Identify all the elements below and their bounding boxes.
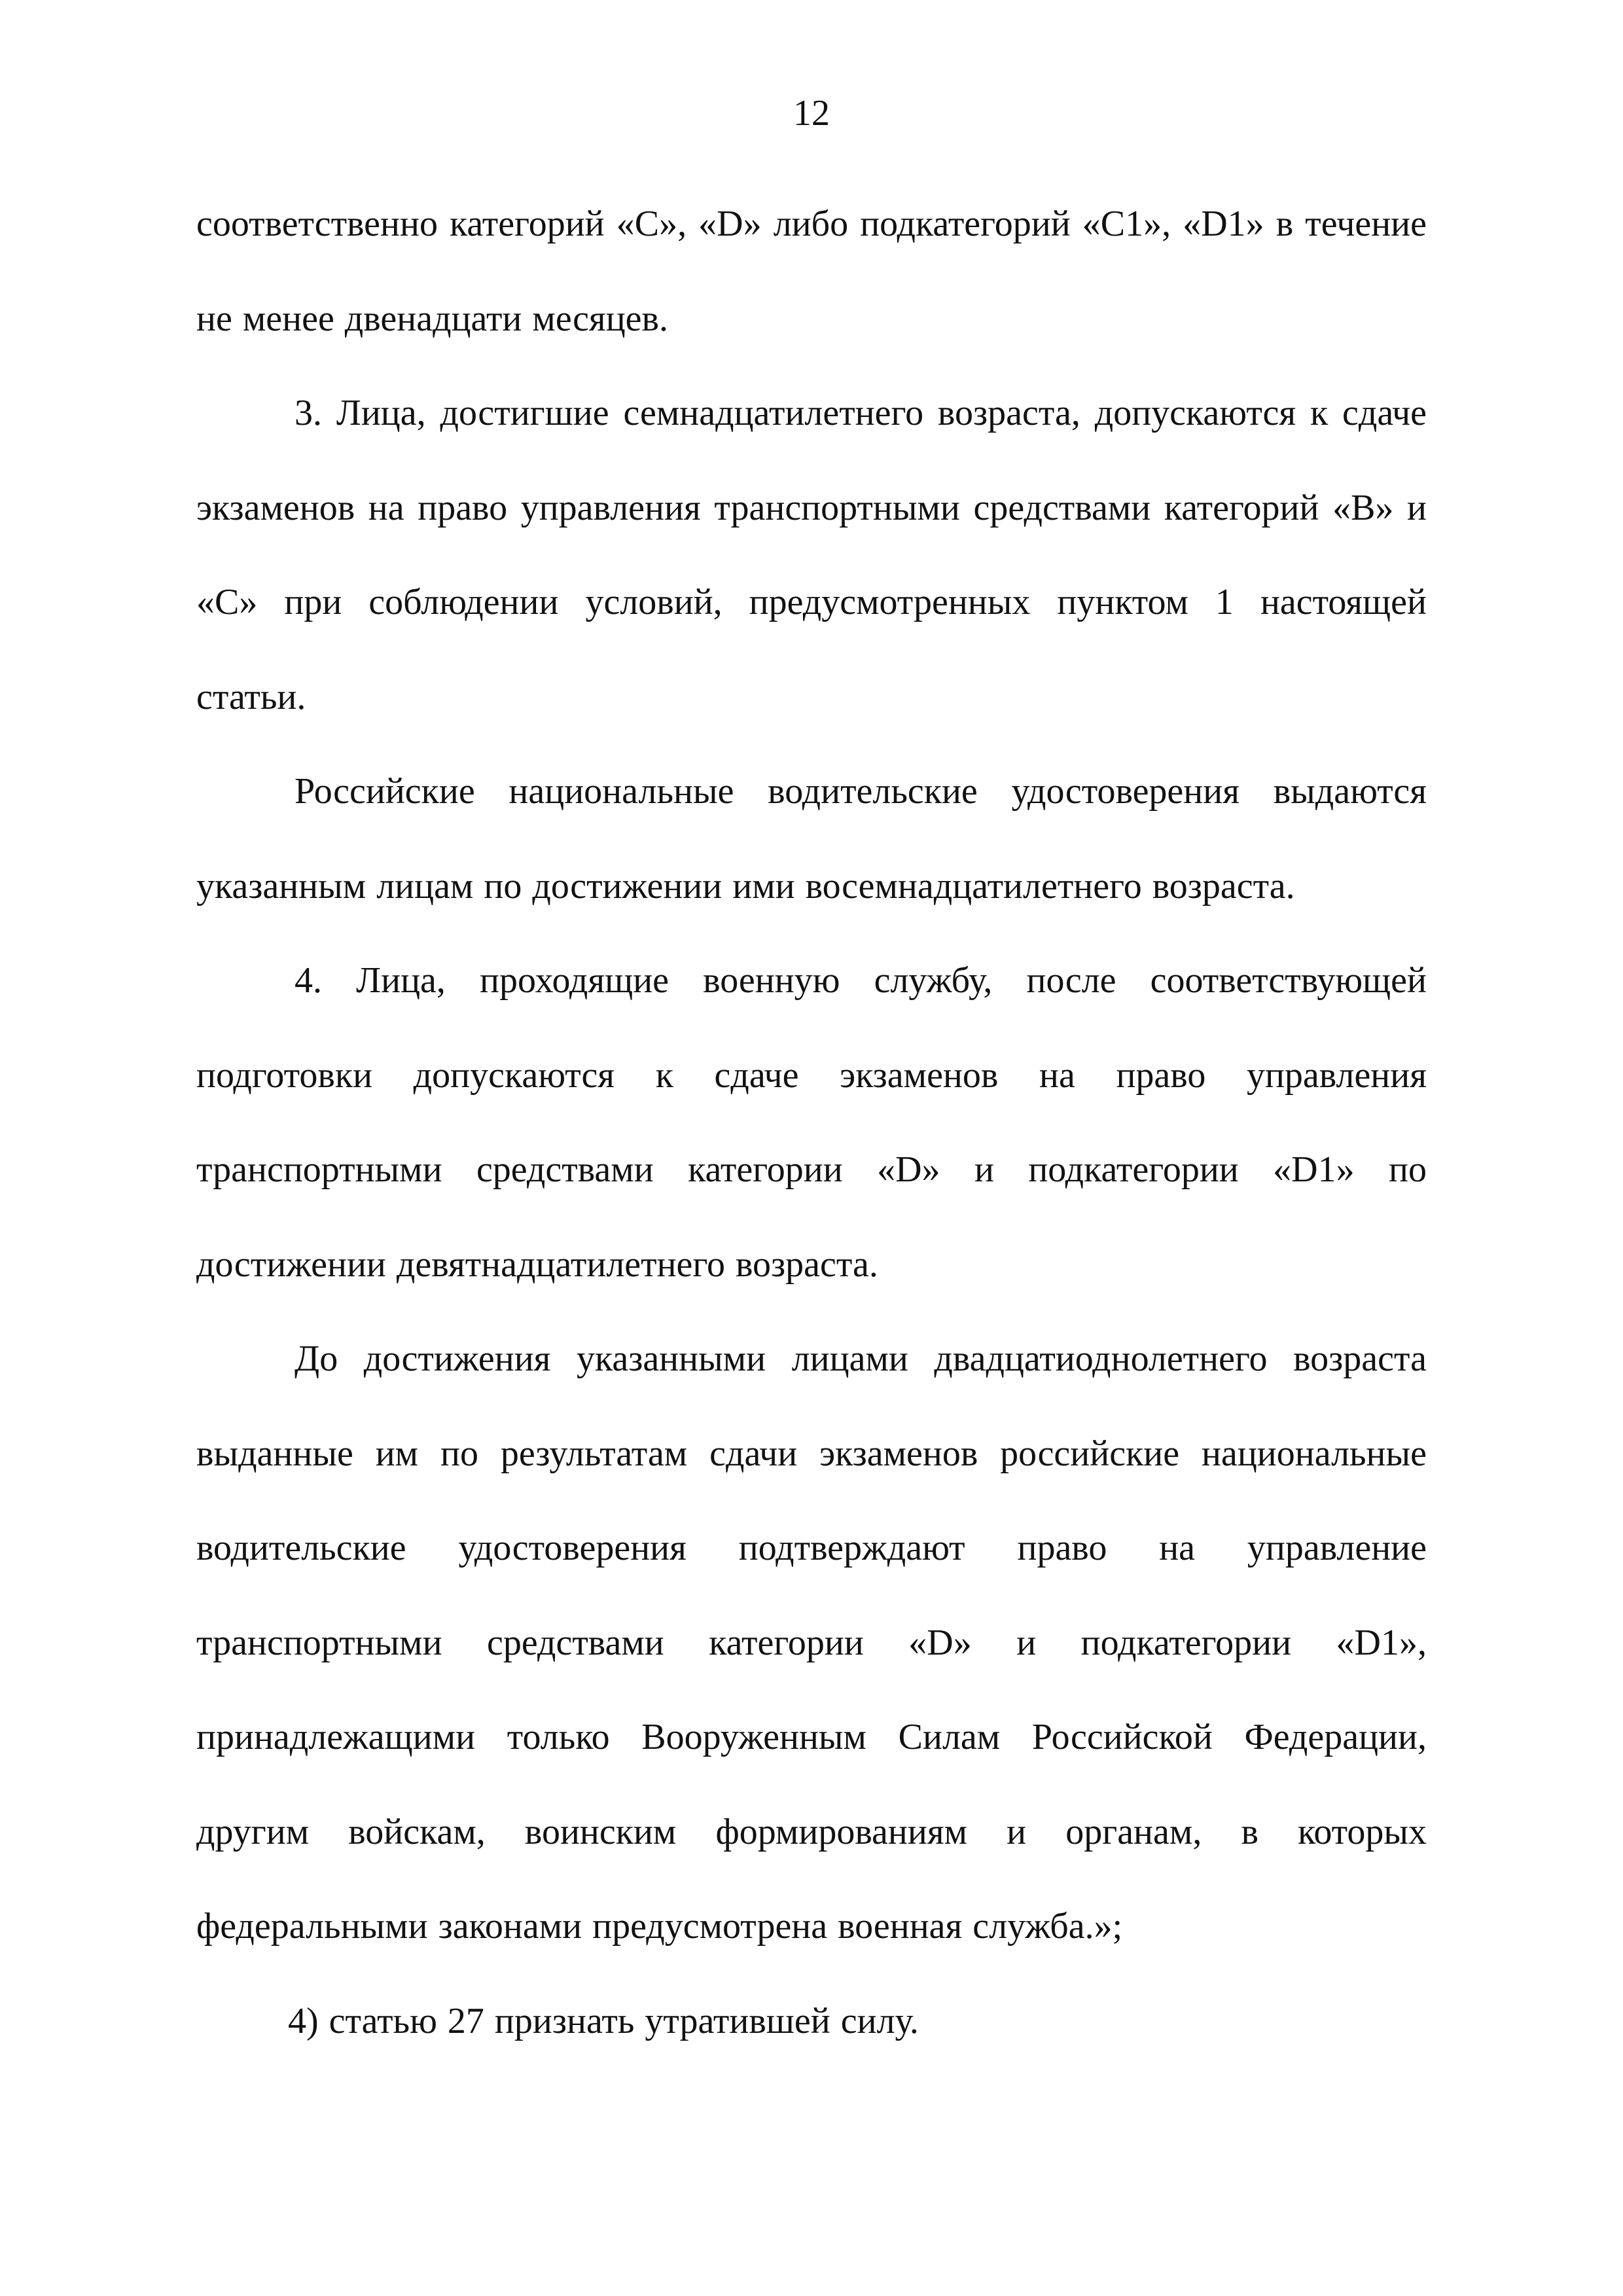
page-number: 12	[793, 93, 830, 134]
paragraph-item-4: 4. Лица, проходящие военную службу, после соответствующей подготовки допускаются к сдаче экзаменов на право управления транспортными средствами категории «D» и подкатегории «D1» по достижении девятнадцатилетнего возраста.	[196, 960, 1427, 1285]
paragraph-licenses-issued: Российские национальные водительские удостоверения выдаются указанным лицам по достижении ими восемнадцатилетнего возраста.	[196, 771, 1427, 906]
paragraph-until-age: До достижения указанными лицами двадцатиоднолетнего возраста выданные им по результатам сдачи экзаменов российские национальные водительские удостоверения подтверждают право на управление транспортными средствами категории «D» и подкатегории «D1», принадлежащими только Вооруженным Силам Российской Федерации, другим войскам, воинским формированиям и органам, в которых федеральными законами предусмотрена военная служба.»;	[196, 1338, 1427, 1946]
document-body	[196, 177, 1427, 2068]
paragraph-continuation: соответственно категорий «C», «D» либо подкатегорий «C1», «D1» в течение не менее двенадцати месяцев.	[196, 204, 1427, 339]
paragraph-article-27: 4) статью 27 признать утратившей силу.	[288, 2000, 919, 2041]
paragraph-item-3: 3. Лица, достигшие семнадцатилетнего возраста, допускаются к сдаче экзаменов на право управления транспортными средствами категорий «B» и «C» при соблюдении условий, предусмотренных пунктом 1 настоящей статьи.	[196, 393, 1427, 717]
